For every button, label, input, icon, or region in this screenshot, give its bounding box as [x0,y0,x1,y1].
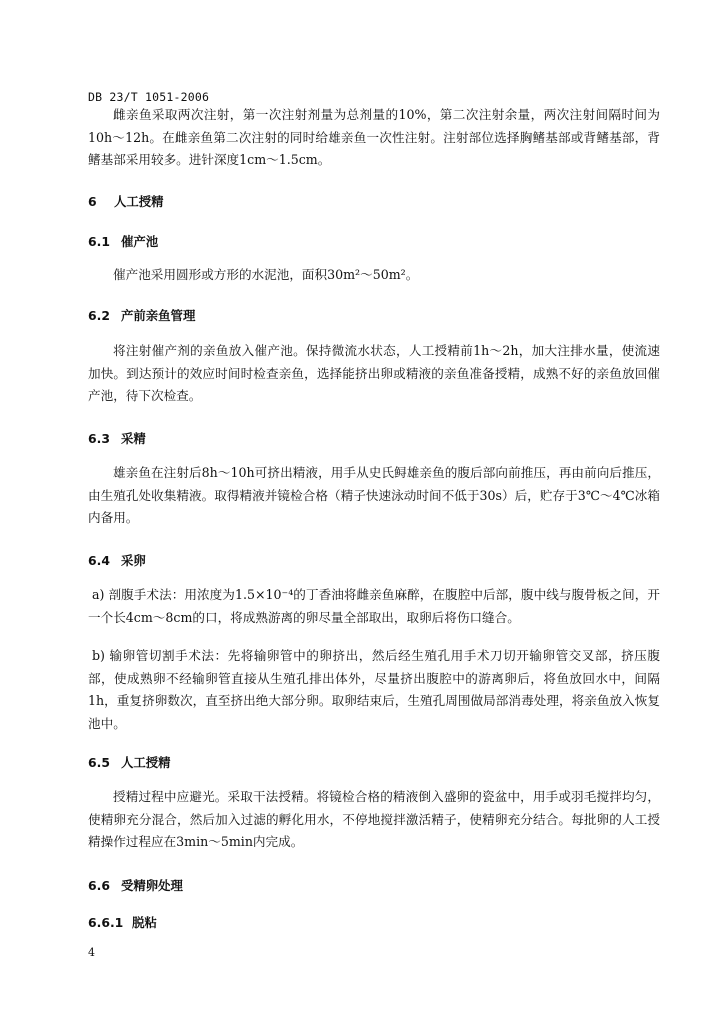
section-number: 6.6 [88,878,110,893]
section-6-6-heading [88,876,183,894]
section-number: 6.3 [88,431,110,446]
section-number: 6.5 [88,755,110,770]
section-6-3-text: 雄亲鱼在注射后8h～10h可挤出精液，用手从史氏鲟雄亲鱼的腹后部向前推压，再由前向后推压，由生殖孔处收集精液。取得精液并镜检合格（精子快速泳动时间不低于30s）后，贮存于3℃～4℃冰箱内备用。 [88,465,660,525]
section-title: 人工授精 [114,194,164,209]
section-6-6-1-heading [88,913,157,931]
section-title: 催产池 [121,234,159,249]
section-title: 采卵 [121,553,146,568]
section-6-5-text: 授精过程中应避光。采取干法授精。将镜检合格的精液倒入盛卵的瓷盆中，用手或羽毛搅拌均匀，使精卵充分混合，然后加入过滤的孵化用水，不停地搅拌激活精子，使精卵充分结合。每批卵的人工授精操作过程应在3min～5min内完成。 [88,789,660,849]
section-6-1-text: 催产池采用圆形或方形的水泥池，面积30m²～50m²。 [113,267,419,282]
section-number: 6 [88,194,97,209]
section-title: 采精 [121,431,146,446]
section-title: 受精卵处理 [121,878,183,893]
section-6-3-heading [88,429,146,447]
document-code: DB 23/T 1051-2006 [88,90,210,104]
section-6-2-heading [88,306,195,324]
section-number: 6.2 [88,308,110,323]
section-title: 脱粘 [132,915,157,930]
section-6-4-item-a: a) 剖腹手术法：用浓度为1.5×10⁻⁴的丁香油将雌亲鱼麻醉，在腹腔中后部，腹中线与腹骨板之间，开一个长4cm～8cm的口，将成熟游离的卵尽量全部取出，取卵后将伤口缝合。 [88,587,660,625]
section-6-4-item-b: b) 输卵管切割手术法：先将输卵管中的卵挤出，然后经生殖孔用手术刀切开输卵管交叉部，挤压腹部，使成熟卵不经输卵管直接从生殖孔排出体外，尽量挤出腹腔中的游离卵后，将鱼放回水中，间隔1h，重复挤卵数次，直至挤出绝大部分卵。取卵结束后，生殖孔周围做局部消毒处理，将亲鱼放入恢复池中。 [88,648,660,731]
section-6-heading [88,192,164,210]
section-number: 6.4 [88,553,110,568]
section-number: 6.1 [88,234,110,249]
section-6-4-heading [88,551,146,569]
section-6-1-heading [88,232,158,250]
section-6-5-heading [88,753,171,771]
intro-paragraph: 雌亲鱼采取两次注射，第一次注射剂量为总剂量的10%，第二次注射余量，两次注射间隔时间为10h～12h。在雌亲鱼第二次注射的同时给雄亲鱼一次性注射。注射部位选择胸鳍基部或背鳍基部，背鳍基部采用较多。进针深度1cm～1.5cm。 [88,107,660,167]
section-6-2-text: 将注射催产剂的亲鱼放入催产池。保持微流水状态，人工授精前1h～2h，加大注排水量，使流速加快。到达预计的效应时间时检查亲鱼，选择能挤出卵或精液的亲鱼准备授精，成熟不好的亲鱼放回催产池，待下次检查。 [88,343,660,403]
section-title: 产前亲鱼管理 [121,308,196,323]
section-number: 6.6.1 [88,915,124,930]
section-title: 人工授精 [121,755,171,770]
page-number: 4 [88,946,95,959]
